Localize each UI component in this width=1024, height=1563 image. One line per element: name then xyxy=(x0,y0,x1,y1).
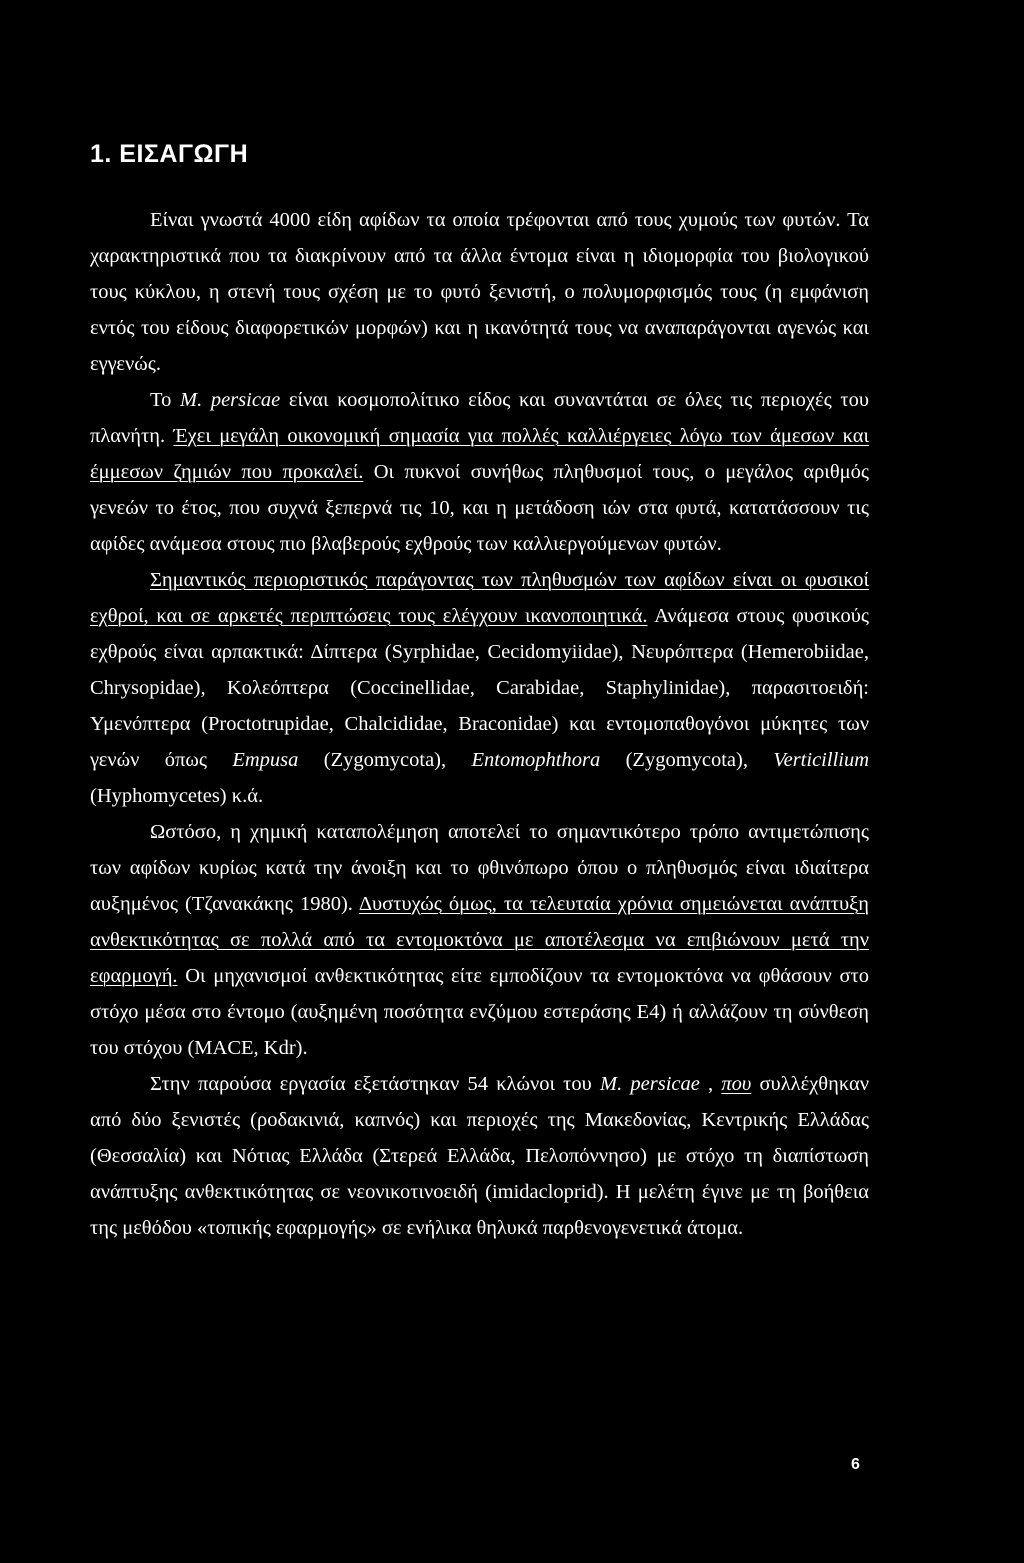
paragraph-2-underlined: Έχει μεγάλη οικονομική σημασία για πολλές καλλιέργειες λόγω των άμεσων και έμμεσων ζημιών που προκαλεί. xyxy=(90,425,870,483)
species-name-2: M. persicae xyxy=(600,1073,700,1095)
section-heading: 1. ΕΙΣΑΓΩΓΗ xyxy=(90,140,249,168)
paragraph-5-text-e: συλλέχθηκαν από δύο ξενιστές (ροδακινιά, καπνός) και περιοχές της Μακεδονίας, Κεντρικής Ελλάδας (Θεσσαλία) και Νότιας Ελλάδα (Στερεά Ελλάδα, Πελοπόννησο) με στόχο τη διαπίστωση ανάπτυξης ανθεκτικότητας σε νεονικοτινοειδή (imidacloprid). Η μελέτη έγινε με τη βοήθεια της μεθόδου «τοπικής εφαρμογής» σε ενήλικα θηλυκά παρθενογενετικά άτομα. xyxy=(90,1073,869,1239)
paragraph-5-text-c: , xyxy=(699,1073,722,1095)
paragraph-4-underlined: Δυστυχώς όμως, τα τελευταία χρόνια σημειώνεται ανάπτυξη ανθεκτικότητας σε πολλά από τα εντομοκτόνα με αποτέλεσμα να επιβιώνουν μετά την εφαρμογή. xyxy=(90,893,870,987)
genus-empusa: Empusa xyxy=(232,749,299,771)
paragraph-3-underlined: Σημαντικός περιοριστικός παράγοντας των πληθυσμών των αφίδων είναι οι φυσικοί εχθροί, και σε αρκετές περιπτώσεις τους ελέγχουν ικανοποιητικά. xyxy=(90,569,869,627)
paragraph-1 xyxy=(90,202,869,382)
paragraph-5 xyxy=(90,1066,869,1246)
paragraph-2 xyxy=(90,382,869,562)
paragraph-4 xyxy=(90,814,869,1066)
genus-entomophthora: Entomophthora xyxy=(471,749,601,771)
body-text xyxy=(90,202,869,1246)
paragraph-2-text-e: Οι πυκνοί συνήθως πληθυσμοί τους, ο μεγάλος αριθμός γενεών το έτος, που συχνά ξεπερνά τις 10, και η μετάδοση ιών στα φυτά, κατατάσσουν τις αφίδες ανάμεσα στους πιο βλαβερούς εχθρούς των καλλιεργούμενων φυτών. xyxy=(90,461,869,555)
genus-verticillium: Verticillium xyxy=(773,749,870,771)
page-number: 6 xyxy=(851,1456,860,1473)
paragraph-3-text-h: (Hyphomycetes) κ.ά. xyxy=(90,785,264,807)
paragraph-4-text-c: Οι μηχανισμοί ανθεκτικότητας είτε εμποδίζουν τα εντομοκτόνα να φθάσουν στο στόχο μέσα στο έντομο (αυξημένη ποσότητα ενζύμου εστεράσης Ε4) ή αλλάζουν τη σύνθεση του στόχου (MACE, Kdr). xyxy=(90,965,869,1059)
paragraph-5-text-a: Στην παρούσα εργασία εξετάστηκαν 54 κλώνοι του xyxy=(150,1073,601,1095)
paragraph-3-text-f: (Zygomycota), xyxy=(600,749,774,771)
paragraph-4-text-a: Ωστόσο, η χημική καταπολέμηση αποτελεί το σημαντικότερο τρόπο αντιμετώπισης των αφίδων κυρίως κατά την άνοιξη και το φθινόπωρο όπου ο πληθυσμός είναι ιδιαίτερα αυξημένος (Τζανακάκης 1980). xyxy=(90,821,869,915)
paragraph-1-text: Είναι γνωστά 4000 είδη αφίδων τα οποία τρέφονται από τους χυμούς των φυτών. Τα χαρακτηριστικά που τα διακρίνουν από τα άλλα έντομα είναι η ιδιομορφία του βιολογικού τους κύκλου, η στενή τους σχέση με το φυτό ξενιστή, ο πολυμορφισμός τους (η εμφάνιση εντός του είδους διαφορετικών μορφών) και η ικανότητά τους να αναπαράγονται αγενώς και εγγενώς. xyxy=(90,209,869,375)
paragraph-3-text-d: (Zygomycota), xyxy=(298,749,472,771)
paragraph-2-text-a: Το xyxy=(150,389,180,411)
species-name: M. persicae xyxy=(180,389,281,411)
paragraph-2-text-c: είναι κοσμοπολίτικο είδος και συναντάται σε όλες τις περιοχές του πλανήτη. xyxy=(90,389,869,447)
paragraph-5-underlined: που xyxy=(721,1073,752,1095)
paragraph-3-text-b: Ανάμεσα στους φυσικούς εχθρούς είναι αρπακτικά: Δίπτερα (Syrphidae, Cecidomyiidae), Νευρόπτερα (Hemerobiidae, Chrysopidae), Κολεόπτερα (Coccinellidae, Carabidae, Staphylinidae), παρασιτοειδή: Υμενόπτερα (Proctotrupidae, Chalcididae, Braconidae) και εντομοπαθογόνοι μύκητες των γενών όπως xyxy=(90,605,869,771)
paragraph-3 xyxy=(90,562,869,814)
